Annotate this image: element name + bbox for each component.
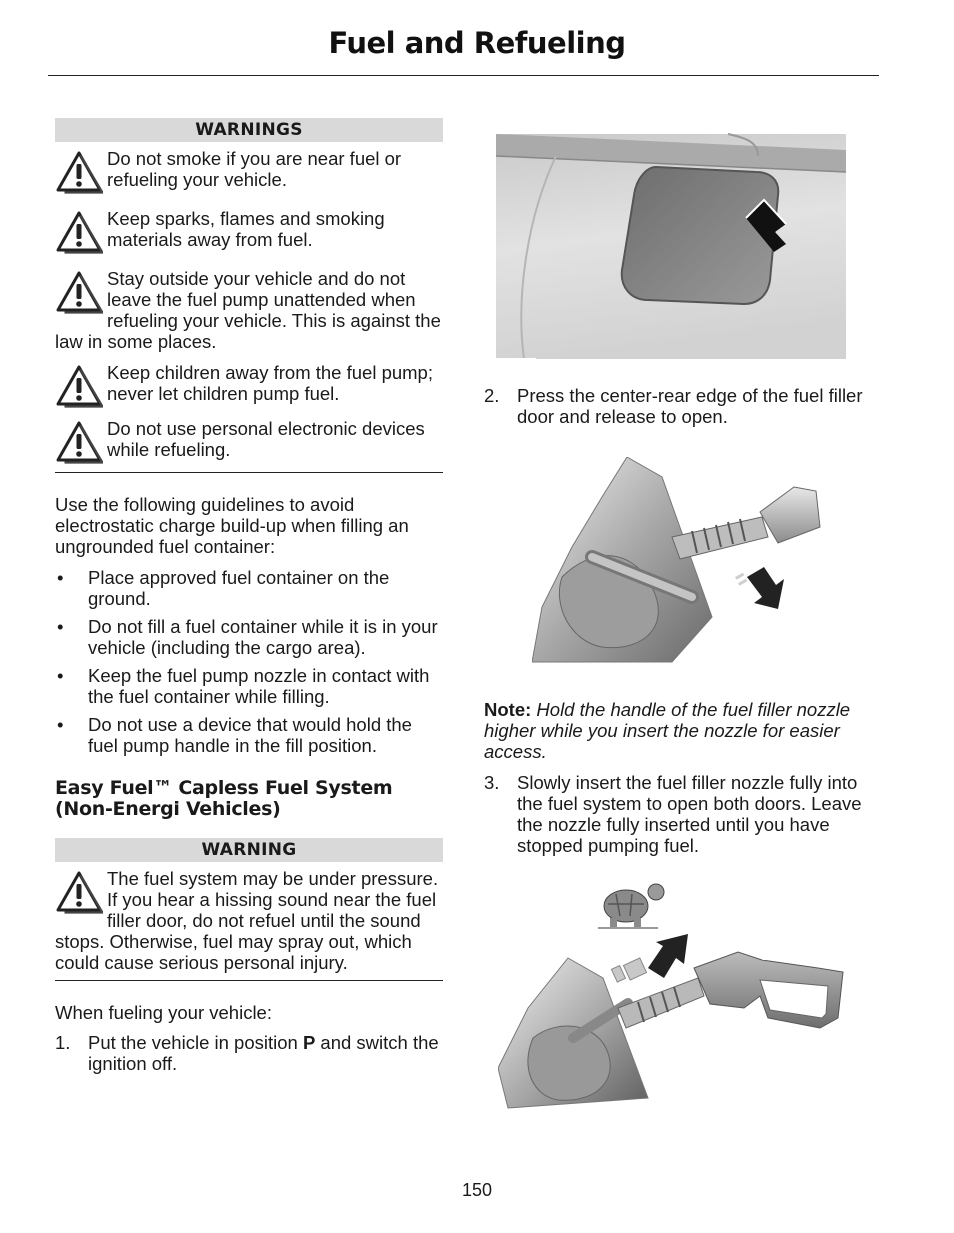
warning-heading: WARNING xyxy=(55,838,443,862)
note-text: Hold the handle of the fuel filler nozzle higher while you insert the nozzle for easier access. xyxy=(484,699,851,762)
warning-triangle-icon xyxy=(55,210,103,254)
warning-text: Stay outside your vehicle and do not leave the fuel pump unattended when refueling your vehicle. This is against the law in some places. xyxy=(55,268,441,352)
left-column xyxy=(55,118,443,1074)
fuel-door-illustration xyxy=(496,120,866,365)
list-item: • Keep the fuel pump nozzle in contact with the fuel container while filling. xyxy=(57,665,430,707)
warning-text: Do not smoke if you are near fuel or refueling your vehicle. xyxy=(107,148,402,190)
warning-text: The fuel system may be under pressure. If you hear a hissing sound near the fuel filler door, do not refuel until the sound stops. Otherwise, fuel may spray out, which could cause serious personal injury. xyxy=(55,868,439,973)
warning-item xyxy=(55,362,443,408)
warning-item xyxy=(55,418,443,464)
warning-text: Keep children away from the fuel pump; never let children pump fuel. xyxy=(107,362,433,404)
warning-triangle-icon xyxy=(55,150,103,194)
turtle-icon xyxy=(598,884,664,928)
warnings-end-rule xyxy=(55,472,443,473)
list-item: • Place approved fuel container on the ground. xyxy=(57,567,390,609)
note-label: Note: xyxy=(484,699,532,720)
page-title: Fuel and Refueling xyxy=(328,26,626,60)
list-item: • Do not fill a fuel container while it is in your vehicle (including the cargo area). xyxy=(57,616,438,658)
nozzle-illustration xyxy=(532,457,832,672)
fueling-steps-3 xyxy=(484,772,884,856)
title-rule xyxy=(48,75,879,76)
guidelines-intro: Use the following guidelines to avoid electrostatic charge build-up when filling an ungrounded fuel container: xyxy=(55,494,409,557)
guidelines-list xyxy=(55,567,443,756)
warning-item xyxy=(55,268,443,352)
step-number: 1. xyxy=(55,1032,71,1053)
step-item: 3. Slowly insert the fuel filler nozzle fully into the fuel system to open both doors. Leave the nozzle fully inserted until you have stopped pumping fuel. xyxy=(484,772,862,856)
list-item: • Do not use a device that would hold the fuel pump handle in the fill position. xyxy=(57,714,412,756)
bullet-symbol: • xyxy=(57,567,64,588)
warning-triangle-icon xyxy=(55,870,103,914)
note xyxy=(484,699,884,762)
page-number: 150 xyxy=(461,1180,493,1200)
bullet-symbol: • xyxy=(57,665,64,686)
right-column xyxy=(484,118,884,1113)
fueling-steps-2 xyxy=(484,385,884,427)
warning-item xyxy=(55,868,443,973)
warning-end-rule xyxy=(55,980,443,981)
step-item: 1. Put the vehicle in position P and switch the ignition off. xyxy=(55,1032,439,1074)
nozzle-insert-illustration xyxy=(498,868,858,1113)
warning-text: Do not use personal electronic devices while refueling. xyxy=(107,418,425,460)
warning-item xyxy=(55,148,443,194)
section-heading: Easy Fuel™ Capless Fuel System (Non-Energi Vehicles) xyxy=(55,777,393,820)
bullet-symbol: • xyxy=(57,616,64,637)
warning-triangle-icon xyxy=(55,270,103,314)
warning-triangle-icon xyxy=(55,364,103,408)
step-item: 2. Press the center-rear edge of the fuel filler door and release to open. xyxy=(484,385,863,427)
bullet-symbol: • xyxy=(57,714,64,735)
warning-triangle-icon xyxy=(55,420,103,464)
warnings-heading: WARNINGS xyxy=(55,118,443,142)
fueling-intro: When fueling your vehicle: xyxy=(55,1002,272,1023)
warning-text: Keep sparks, flames and smoking materials away from fuel. xyxy=(107,208,385,250)
gear-position: P xyxy=(302,1032,316,1053)
warning-item xyxy=(55,208,443,254)
step-number: 2. xyxy=(484,385,500,406)
step-number: 3. xyxy=(484,772,500,793)
fueling-steps-1 xyxy=(55,1032,443,1074)
